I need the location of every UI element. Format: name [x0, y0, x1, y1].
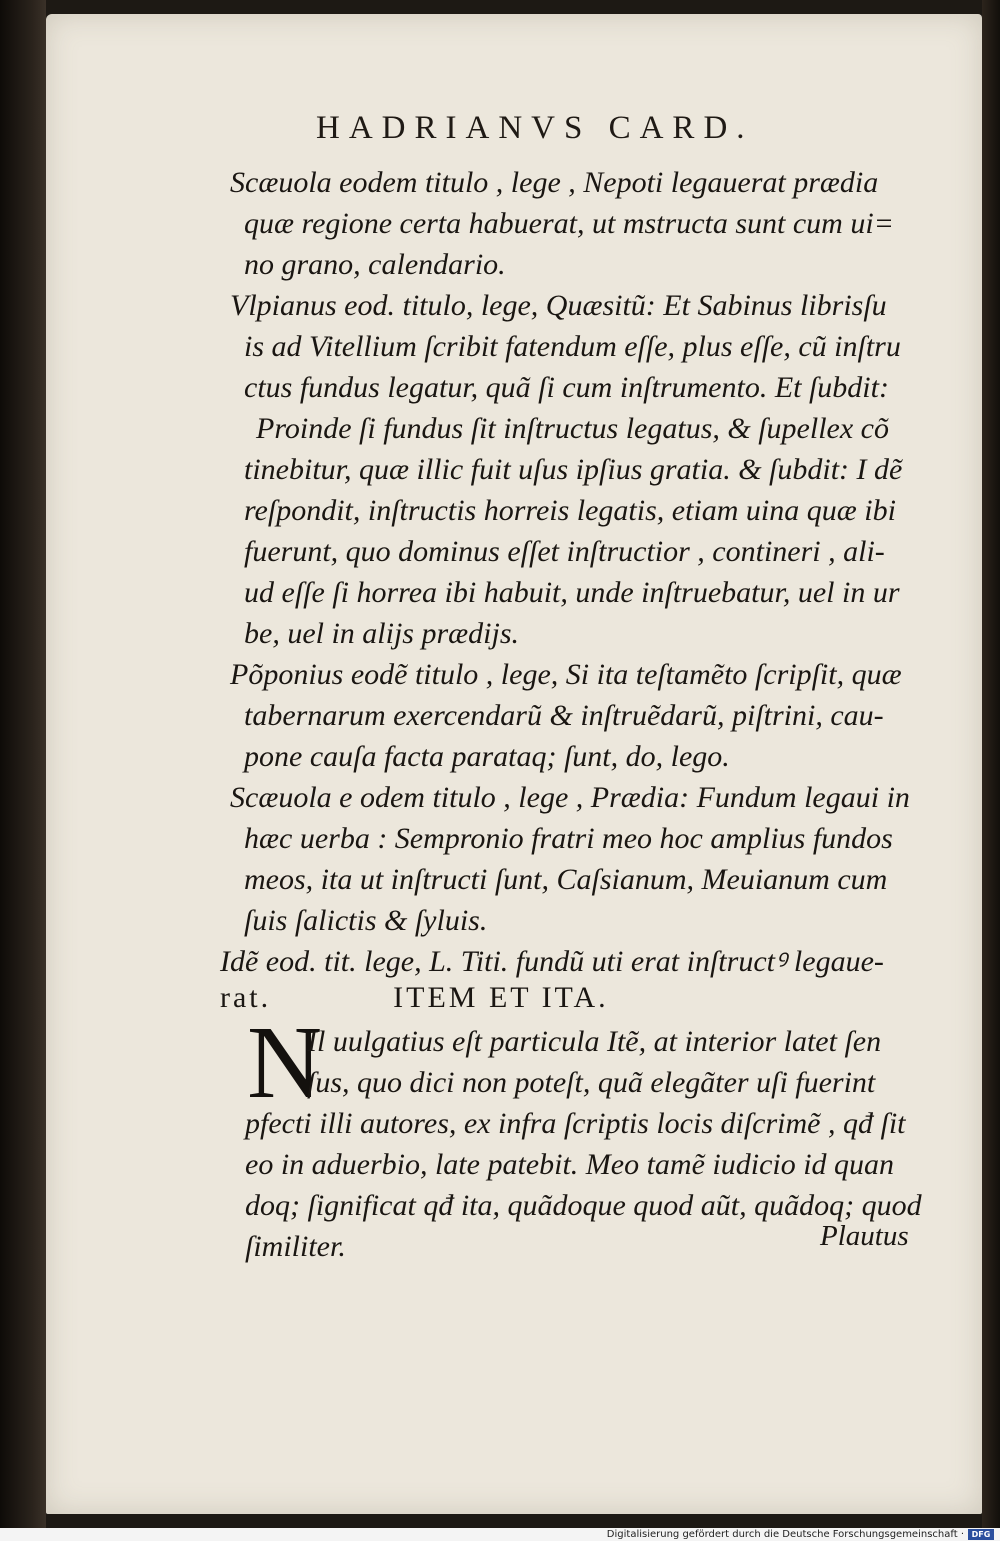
- text-line: pone cauſa facta parataq; ſunt, do, lego.: [244, 740, 730, 773]
- text-line: Vlpianus eod. titulo, lege, Quæsitũ: Et Sabinus librisſu: [230, 289, 887, 322]
- entry-ulpianus: [230, 285, 930, 654]
- text-line: is ad Vitellium ſcribit fatendum eſſe, plus eſſe, cũ inſtru: [244, 330, 901, 363]
- text-line: eo in aduerbio, late patebit. Meo tamẽ iudicio id quan: [245, 1148, 895, 1181]
- text-line: no grano, calendario.: [244, 248, 506, 281]
- text-line: ctus fundus legatur, quã ſi cum inſtrumento. Et ſubdit:: [244, 371, 889, 404]
- text-line: Il uulgatius eſt particula Itẽ, at interior latet ſen: [307, 1025, 882, 1058]
- heading-title: ITEM ET ITA.: [393, 981, 609, 1014]
- book-edge-shadow: [982, 0, 1000, 1528]
- text-line: hæc uerba : Sempronio fratri meo hoc amplius fundos: [244, 822, 893, 855]
- entry-idem: [220, 941, 920, 982]
- catchword: Plautus: [820, 1220, 909, 1252]
- heading-lead-word: rat.: [220, 981, 272, 1014]
- dfg-logo-icon: DFG: [968, 1529, 994, 1540]
- text-line: quæ regione certa habuerat, ut mstructa sunt cum ui=: [244, 207, 894, 240]
- text-line: tabernarum exercendarũ & inſtruẽdarũ, piſtrini, cau-: [244, 699, 884, 732]
- text-line: be, uel in alijs prædijs.: [244, 617, 520, 650]
- text-line: meos, ita ut inſtructi ſunt, Caſsianum, Meuianum cum: [244, 863, 888, 896]
- entry-scaevola-2: [230, 777, 930, 941]
- text-line: reſpondit, inſtructis horreis legatis, etiam uina quæ ibi: [244, 494, 896, 527]
- text-line: doq; ſignificat qđ ita, quãdoque quod aũt, quãdoq; quod: [245, 1189, 922, 1222]
- text-line: ud eſſe ſi horrea ibi habuit, unde inſtruebatur, uel in ur: [244, 576, 900, 609]
- text-line: Scæuola e odem titulo , lege , Prædia: Fundum legaui in: [230, 781, 910, 814]
- text-line: pfecti illi autores, ex infra ſcriptis locis diſcrimẽ , qđ ſit: [245, 1107, 906, 1140]
- text-line: ſimiliter.: [245, 1230, 346, 1263]
- text-line: Scæuola eodem titulo , lege , Nepoti legauerat prædia: [230, 166, 879, 199]
- text-line: ſuis ſalictis & ſyluis.: [244, 904, 488, 937]
- running-head: HADRIANVS CARD.: [316, 110, 754, 146]
- text-line: ſus, quo dici non poteſt, quã elegãter uſi fuerint: [307, 1066, 876, 1099]
- text-line: Põponius eodẽ titulo , lege, Si ita teſtamẽto ſcripſit, quæ: [230, 658, 902, 691]
- text-line: fuerunt, quo dominus eſſet inſtructior , contineri , ali-: [244, 535, 885, 568]
- entry-pomponius: [230, 654, 930, 777]
- text-line: tinebitur, quæ illic fuit uſus ipſius gratia. & ſubdit: I dẽ: [244, 453, 903, 486]
- text-line: Proinde ſi fundus ſit inſtructus legatus, & ſupellex cõ: [256, 412, 889, 445]
- entry-scaevola-1: [230, 162, 930, 285]
- digitization-credit: Digitalisierung gefördert durch die Deutsche Forschungsgemeinschaft ·: [606, 1529, 964, 1540]
- drop-capital: N: [247, 1005, 323, 1120]
- book-spine-shadow: [0, 0, 46, 1528]
- text-line: Idẽ eod. tit. lege, L. Titi. fundũ uti erat inſtructꝰ legaue-: [220, 945, 884, 978]
